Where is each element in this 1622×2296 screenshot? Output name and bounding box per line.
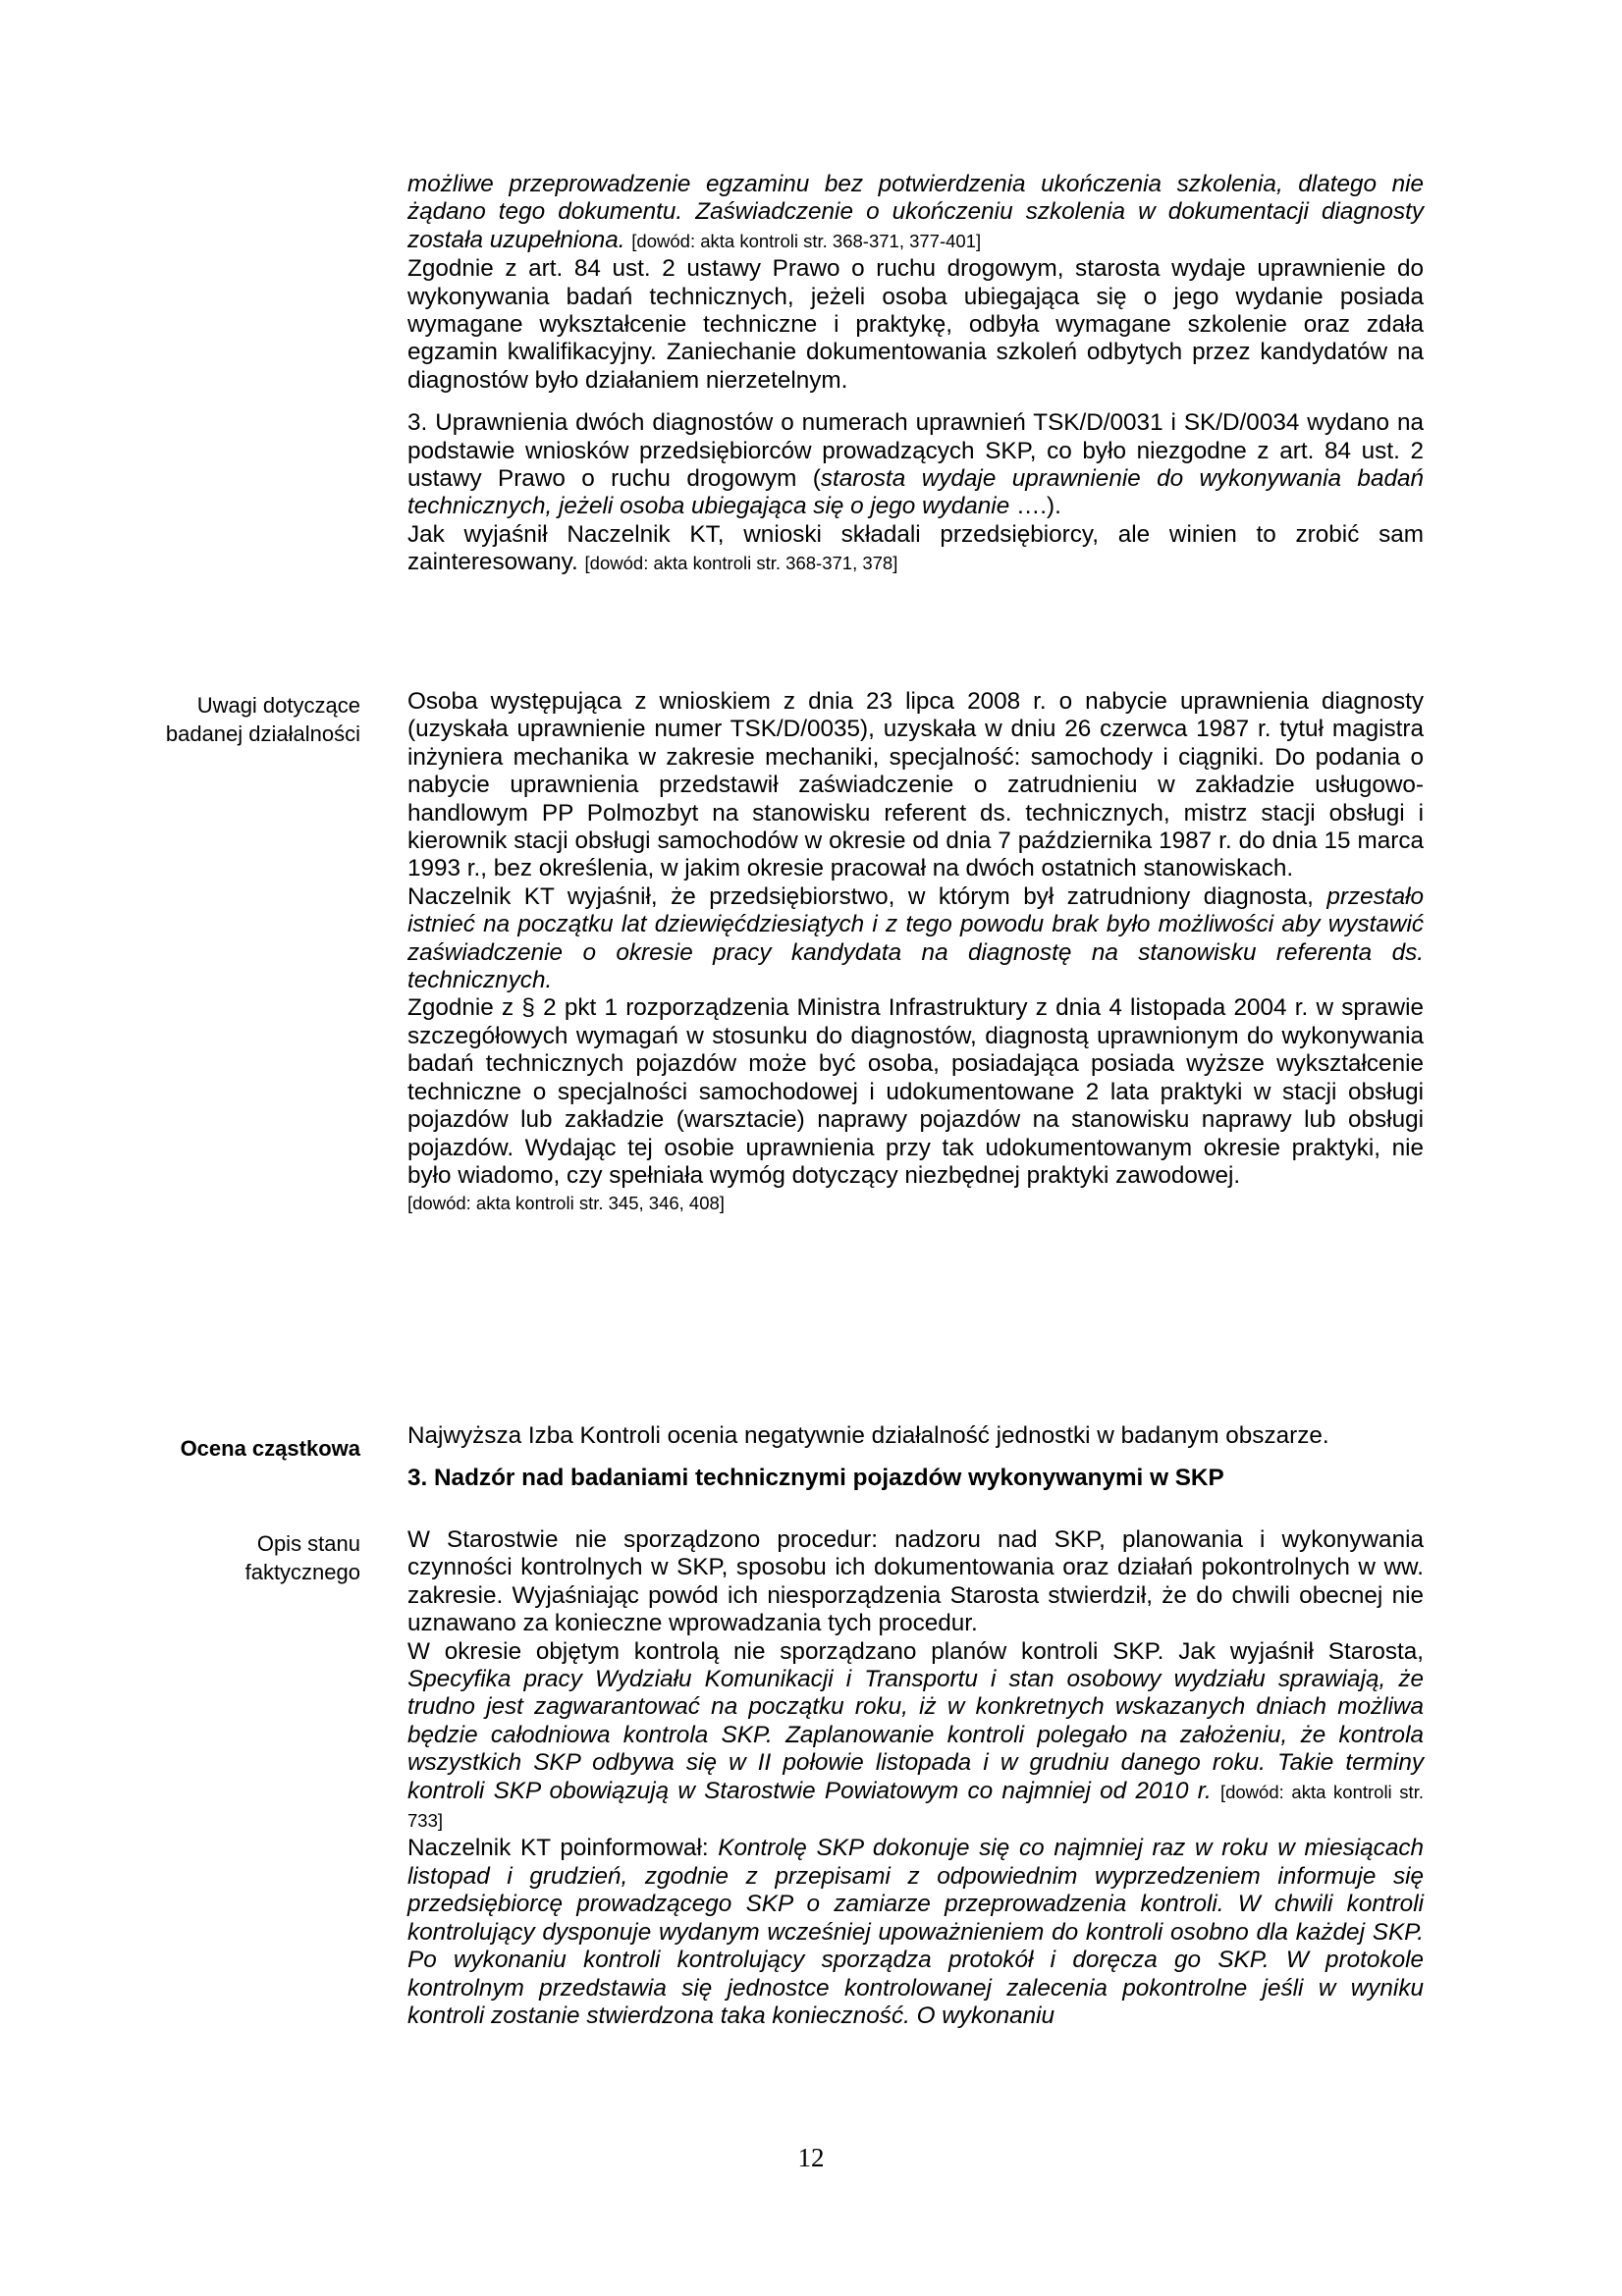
ocena-block bbox=[407, 1422, 1424, 1493]
sidebar-line: badanej działalności bbox=[165, 721, 360, 746]
text-span: 3. Uprawnienia dwóch diagnostów o numerach uprawnień TSK/D/0031 i SK/D/0034 wydano na podstawie wniosków przedsiębiorców prowadzących SKP, co było niezgodne z art. 84 ust. 2 ustawy Prawo o ruchu drogowym ( bbox=[407, 409, 1424, 493]
italic-text: Specyfika pracy Wydziału Komunikacji i Transportu i stan osobowy wydziału sprawiają, że trudno jest zagwarantować na początku roku, iż w konkretnych wskazanych dniach możliwa będzie całodniowa kontrola SKP. Zaplanowanie kontroli polegało na założeniu, że kontrola wszystkich SKP odbywa się w II połowie listopada i w grudniu danego roku. Takie terminy kontroli SKP obowiązują w Starostwie Powiatowym co najmniej od 2010 r. bbox=[407, 1666, 1424, 1804]
paragraph: Osoba występująca z wnioskiem z dnia 23 lipca 2008 r. o nabycie uprawnienia diagnosty (uzyskała uprawnienie numer TSK/D/0035), uzyskała w dniu 26 czerwca 1987 r. tytuł magistra inżyniera mechanika w zakresie mechaniki, specjalność: samochody i ciągniki. Do podania o nabycie uprawnienia przedstawił zaświadczenie o zatrudnieniu w zakładzie usługowo-handlowym PP Polmozbyt na stanowisku referent ds. technicznych, mistrz stacji obsługi i kierownik stacji obsługi samochodów w okresie od dnia 7 października 1987 r. do dnia 15 marca 1993 r., bez określenia, w jakim okresie pracował na dwóch ostatnich stanowiskach. bbox=[407, 688, 1424, 882]
evidence-ref: [dowód: akta kontroli str. 733] bbox=[407, 1781, 1424, 1832]
paragraph: W Starostwie nie sporządzono procedur: nadzoru nad SKP, planowania i wykonywania czynności kontrolnych w SKP, sposobu ich dokumentowania oraz działań pokontrolnych w ww. zakresie. Wyjaśniając powód ich niesporządzenia Starosta stwierdził, że do chwili obecnej nie uznawano za konieczne wprowadzania tych procedur. bbox=[407, 1526, 1424, 1637]
paragraph bbox=[407, 521, 1424, 578]
paragraph bbox=[407, 1638, 1424, 1836]
italic-text: Kontrolę SKP dokonuje się co najmniej raz w roku w miesiącach listopad i grudzień, zgodnie z przepisami z odpowiednim wyprzedzeniem informuje się przedsiębiorcę prowadzącego SKP o zamiarze przeprowadzenia kontroli. W chwili kontroli kontrolujący dysponuje wydanym wcześniej upoważnieniem do kontroli osobno dla każdej SKP. Po wykonaniu kontroli kontrolujący sporządza protokół i doręcza go SKP. W protokole kontrolnym przedstawia się jednostce kontrolowanej zalecenia pokontrolne jeśli w wyniku kontroli zostanie stwierdzona taka konieczność. O wykonaniu bbox=[407, 1835, 1425, 2029]
paragraph bbox=[407, 171, 1424, 255]
italic-text: przestało istnieć na początku lat dziewięćdziesiątych i z tego powodu brak było możliwości aby wystawić zaświadczenie o okresie pracy kandydata na diagnostę na stanowisku referenta ds. technicznych. bbox=[407, 882, 1424, 994]
italic-text: starosta wydaje uprawnienie do wykonywania badań technicznych, jeżeli osoba ubiegająca się o jego wydanie bbox=[407, 465, 1424, 520]
sidebar-line: Ocena cząstkowa bbox=[180, 1436, 360, 1461]
sidebar-line: Uwagi dotyczące bbox=[196, 693, 360, 718]
sidebar-label-uwagi bbox=[105, 691, 360, 748]
italic-text: możliwe przeprowadzenie egzaminu bez potwierdzenia ukończenia szkolenia, dlatego nie żądano tego dokumentu. Zaświadczenie o ukończeniu szkolenia w dokumentacji diagnosty została uzupełniona. bbox=[407, 171, 1424, 253]
main-text-block-3 bbox=[407, 1526, 1424, 2030]
paragraph: Zgodnie z art. 84 ust. 2 ustawy Prawo o ruchu drogowym, starosta wydaje uprawnienie do wykonywania badań technicznych, jeżeli osoba ubiegająca się o jego wydanie posiada wymagane wykształcenie techniczne i praktykę, odbyła wymagane szkolenie oraz zdała egzamin kwalifikacyjny. Zaniechanie dokumentowania szkoleń odbytych przez kandydatów na diagnostów było działaniem nierzetelnym. bbox=[407, 255, 1424, 394]
text-span: Naczelnik KT poinformował: bbox=[407, 1835, 719, 1862]
text-span: ….). bbox=[1009, 493, 1061, 520]
sidebar-line: Opis stanu bbox=[256, 1531, 360, 1556]
page-number: 12 bbox=[797, 2143, 825, 2172]
paragraph bbox=[407, 1835, 1424, 2030]
text-span: Jak wyjaśnił Naczelnik KT, wnioski składali przedsiębiorcy, ale winien to zrobić sam zainteresowany. bbox=[407, 520, 1424, 576]
section-heading: 3. Nadzór nad badaniami technicznymi pojazdów wykonywanymi w SKP bbox=[407, 1465, 1224, 1492]
paragraph bbox=[407, 883, 1424, 995]
evidence-ref: [dowód: akta kontroli str. 368-371, 377-401] bbox=[631, 230, 982, 251]
evidence-ref: [dowód: akta kontroli str. 345, 346, 408] bbox=[407, 1193, 725, 1214]
paragraph bbox=[407, 409, 1424, 521]
paragraph: Zgodnie z § 2 pkt 1 rozporządzenia Ministra Infrastruktury z dnia 4 listopada 2004 r. w sprawie szczegółowych wymagań w stosunku do diagnostów, diagnostą uprawnionym do wykonywania badań technicznych pojazdów może być osoba, posiadająca posiada wyższe wykształcenie techniczne o specjalności samochodowej i udokumentowane 2 lata praktyki w stacji obsługi pojazdów lub zakładzie (warsztacie) naprawy pojazdów na stanowisku naprawy lub obsługi pojazdów. Wydając tej osobie uprawnienia przy tak udokumentowanym okresie praktyki, nie było wiadomo, czy spełniała wymóg dotyczący niezbędnej praktyki zawodowej. bbox=[407, 994, 1424, 1189]
text-span: W okresie objętym kontrolą nie sporządzano planów kontroli SKP. Jak wyjaśnił Starosta, bbox=[407, 1637, 1424, 1665]
text-span: Naczelnik KT wyjaśnił, że przedsiębiorstwo, w którym był zatrudniony diagnosta, bbox=[407, 882, 1327, 910]
main-text-block-2 bbox=[407, 688, 1424, 1218]
sidebar-line: faktycznego bbox=[244, 1560, 360, 1584]
sidebar-label-ocena bbox=[105, 1434, 360, 1463]
evidence-ref: [dowód: akta kontroli str. 368-371, 378] bbox=[584, 553, 898, 574]
sidebar-label-opis bbox=[105, 1529, 360, 1586]
main-text-block-1 bbox=[407, 171, 1424, 578]
ocena-text: Najwyższa Izba Kontroli ocenia negatywnie działalność jednostki w badanym obszarze. bbox=[407, 1422, 1329, 1449]
